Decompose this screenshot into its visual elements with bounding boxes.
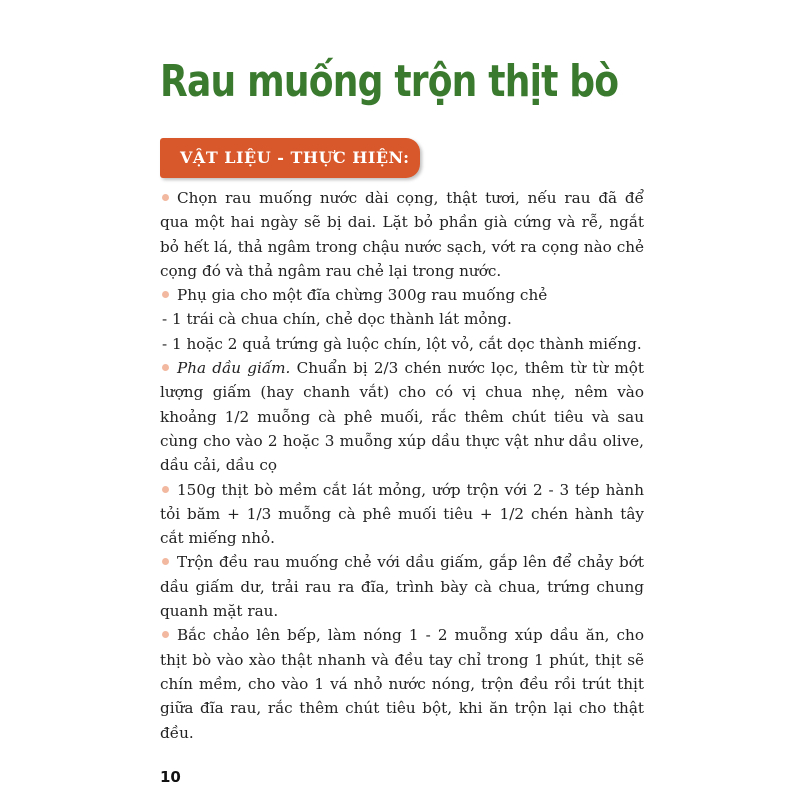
ingredient-item: - 1 trái cà chua chín, chẻ dọc thành lát mỏng. <box>162 310 512 329</box>
bullet-dot-icon <box>162 194 169 201</box>
bullet-dot-icon <box>162 486 169 493</box>
ingredient-item: - 1 hoặc 2 quả trứng gà luộc chín, lột vỏ, cắt dọc thành miếng. <box>162 334 642 353</box>
step-paragraph <box>160 550 644 623</box>
bullet-dot-icon <box>162 558 169 565</box>
bullet-dot-icon <box>162 291 169 298</box>
step-text: Trộn đều rau muống chẻ với dầu giấm, gắp lên để chảy bớt dầu giấm dư, trải rau ra đĩa, trình bày cà chua, trứng chung quanh mặt rau. <box>160 553 644 621</box>
step-text: 150g thịt bò mềm cắt lát mỏng, ướp trộn với 2 - 3 tép hành tỏi băm + 1/3 muỗng cà phê muối tiêu + 1/2 chén hành tây cắt miếng nhỏ. <box>160 480 644 548</box>
step-paragraph <box>160 478 644 551</box>
step-paragraph <box>160 283 644 307</box>
step-text: Bắc chảo lên bếp, làm nóng 1 - 2 muỗng xúp dầu ăn, cho thịt bò vào xào thật nhanh và đều tay chỉ trong 1 phút, thịt sẽ chín mềm, cho vào 1 vá nhỏ nước nóng, trộn đều rồi trút thịt giữa đĩa rau, rắc thêm chút tiêu bột, khi ăn trộn lại cho thật đều. <box>160 626 644 742</box>
dressing-heading: Pha dầu giấm. <box>177 359 291 378</box>
step-text: Chọn rau muống nước dài cọng, thật tươi, nếu rau đã để qua một hai ngày sẽ bị dai. Lặt bỏ phần già cứng và rễ, ngắt bỏ hết lá, thả ngâm trong chậu nước sạch, vớt ra cọng nào chẻ cọng đó và thả ngâm rau chẻ lại trong nước. <box>160 189 644 280</box>
step-paragraph <box>160 623 644 744</box>
recipe-body <box>160 186 644 745</box>
step-text: Phụ gia cho một đĩa chừng 300g rau muống chẻ <box>177 286 548 305</box>
page-number: 10 <box>160 768 181 786</box>
section-heading: VẬT LIỆU - THỰC HIỆN: <box>160 138 420 178</box>
recipe-title: Rau muống trộn thịt bò <box>160 56 619 107</box>
dressing-paragraph <box>160 356 644 477</box>
dressing-text: Chuẩn bị 2/3 chén nước lọc, thêm từ từ một lượng giấm (hay chanh vắt) cho có vị chua nhẹ, nêm vào khoảng 1/2 muỗng cà phê muối, rắc thêm chút tiêu và sau cùng cho vào 2 hoặc 3 muỗng xúp dầu thực vật như dầu olive, dầu cải, dầu cọ <box>160 359 644 475</box>
bullet-dot-icon <box>162 364 169 371</box>
bullet-dot-icon <box>162 631 169 638</box>
step-paragraph <box>160 186 644 283</box>
